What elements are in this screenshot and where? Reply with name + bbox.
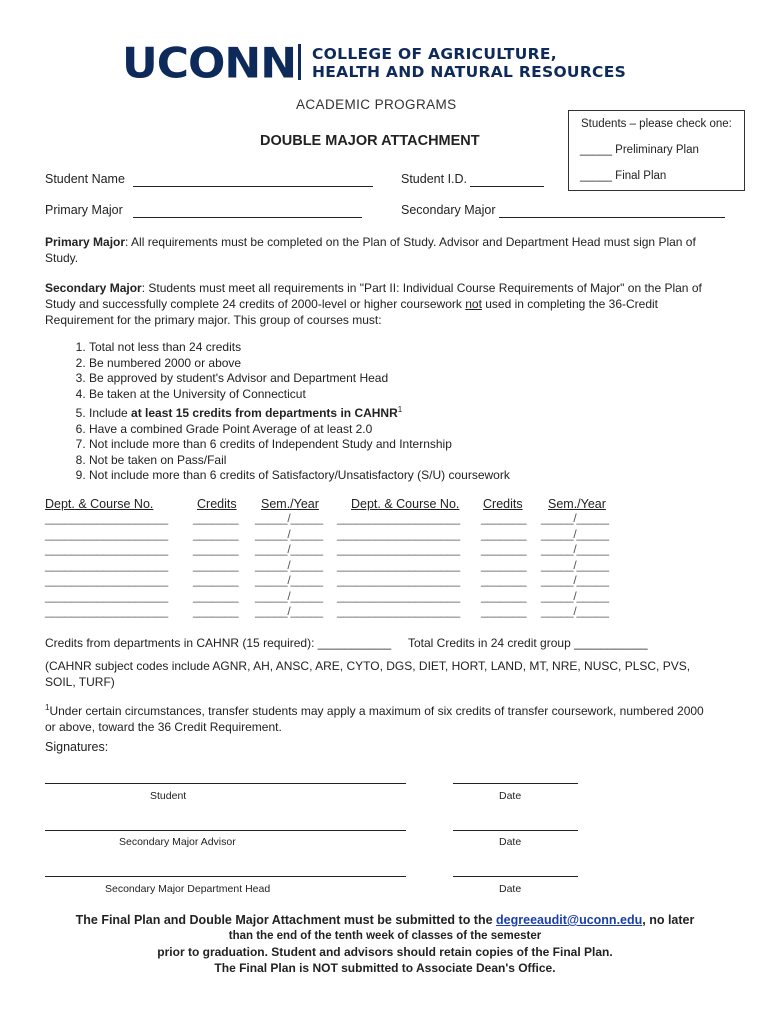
email-link[interactable]: degreeaudit@uconn.edu xyxy=(496,913,643,927)
footer-line-3: prior to graduation. Student and advisors should retain copies of the Final Plan. xyxy=(157,945,613,959)
credits-blank-left[interactable]: _______ xyxy=(193,526,239,541)
dept-head-date-label: Date xyxy=(499,883,522,895)
course-blank-left[interactable]: ___________________ xyxy=(45,573,169,587)
credits-header-left: Credits xyxy=(197,497,237,511)
sem-blank-left[interactable]: _____/_____ xyxy=(255,588,323,603)
department-name: ACADEMIC PROGRAMS xyxy=(296,97,457,112)
secondary-major-paragraph xyxy=(45,280,717,328)
sem-blank-left[interactable]: _____/_____ xyxy=(255,604,323,618)
credits-blank-right[interactable]: _______ xyxy=(481,604,527,618)
requirement-text: Include xyxy=(89,406,132,420)
dept-head-signature-label: Secondary Major Department Head xyxy=(105,883,271,895)
credits-blank-left[interactable]: _______ xyxy=(193,511,239,525)
primary-major-label: Primary Major xyxy=(45,203,123,217)
primary-major-field[interactable] xyxy=(133,217,362,218)
footer-text-b: , no later xyxy=(642,913,695,927)
student-signature-line[interactable] xyxy=(45,783,406,784)
footer-line-1 xyxy=(0,912,770,928)
course-blank-right[interactable]: ___________________ xyxy=(337,557,461,572)
dept-head-signature-line[interactable] xyxy=(45,876,406,877)
sem-blank-left[interactable]: _____/_____ xyxy=(255,542,323,556)
footer-line-2: than the end of the tenth week of classes of the semester xyxy=(228,930,542,942)
sem-blank-right[interactable]: _____/_____ xyxy=(541,604,609,618)
footnote-ref: 1 xyxy=(397,405,403,414)
course-blank-right[interactable]: ___________________ xyxy=(337,573,461,587)
course-blank-right[interactable]: ___________________ xyxy=(337,542,461,556)
course-blank-right[interactable]: ___________________ xyxy=(337,511,461,525)
student-date-label: Date xyxy=(499,790,522,802)
requirement-item: 6. Have a combined Grade Point Average of at least 2.0 xyxy=(89,422,510,438)
advisor-date-line[interactable] xyxy=(453,830,578,831)
not-emphasis: not xyxy=(465,297,482,311)
sem-blank-right[interactable]: _____/_____ xyxy=(541,542,609,556)
secondary-major-label: Secondary Major xyxy=(401,203,496,217)
page-title: DOUBLE MAJOR ATTACHMENT xyxy=(260,133,480,149)
requirement-item: 8. Not be taken on Pass/Fail xyxy=(89,453,510,469)
course-blank-left[interactable]: ___________________ xyxy=(45,542,169,556)
sem-blank-right[interactable]: _____/_____ xyxy=(541,511,609,525)
requirement-item: 9. Not include more than 6 credits of Satisfactory/Unsatisfactory (S/U) coursework xyxy=(89,468,510,484)
credits-blank-right[interactable]: _______ xyxy=(481,542,527,556)
requirement-item: 7. Not include more than 6 credits of Independent Study and Internship xyxy=(89,437,510,453)
course-blank-right[interactable]: ___________________ xyxy=(337,604,461,618)
footnote xyxy=(45,700,717,735)
credits-blank-left[interactable]: _______ xyxy=(193,588,239,603)
requirement-item xyxy=(89,402,510,422)
cahnr-codes-note: (CAHNR subject codes include AGNR, AH, ANSC, ARE, CYTO, DGS, DIET, HORT, LAND, MT, NRE, NUSC, PLSC, PVS, SOIL, TURF) xyxy=(45,659,691,689)
requirement-item: 1. Total not less than 24 credits xyxy=(89,340,510,356)
sem-blank-left[interactable]: _____/_____ xyxy=(255,557,323,572)
student-date-line[interactable] xyxy=(453,783,578,784)
group-credits-total[interactable]: Total Credits in 24 credit group ___________ xyxy=(408,636,648,650)
requirements-list xyxy=(45,340,510,484)
sem-header-right: Sem./Year xyxy=(548,497,606,511)
footnote-marker: 1 xyxy=(45,703,50,712)
secondary-major-text-1: : Students must meet all requirements in "Part II: Individual Course Requirements of Major" on the Plan of Study and successfully complete 24 credits of 2000-level or higher coursework xyxy=(45,281,702,311)
student-id-field[interactable] xyxy=(470,186,544,187)
college-name xyxy=(312,45,626,81)
requirement-item: 3. Be approved by student's Advisor and Department Head xyxy=(89,371,510,387)
credits-blank-right[interactable]: _______ xyxy=(481,526,527,541)
advisor-signature-line[interactable] xyxy=(45,830,406,831)
student-id-label: Student I.D. xyxy=(401,172,468,186)
sem-blank-right[interactable]: _____/_____ xyxy=(541,557,609,572)
credits-blank-left[interactable]: _______ xyxy=(193,542,239,556)
plan-type-title: Students – please check one: xyxy=(581,118,732,130)
credits-blank-left[interactable]: _______ xyxy=(193,604,239,618)
final-plan-option[interactable]: _____ Final Plan xyxy=(580,170,667,182)
sem-blank-right[interactable]: _____/_____ xyxy=(541,588,609,603)
credits-blank-right[interactable]: _______ xyxy=(481,588,527,603)
footnote-text: Under certain circumstances, transfer students may apply a maximum of six credits of transfer coursework, numbered 2000 or above, toward the 36 Credit Requirement. xyxy=(45,704,704,734)
secondary-major-heading: Secondary Major xyxy=(45,281,142,295)
student-signature-label: Student xyxy=(150,790,187,802)
secondary-major-text-2: used in completing the 36-Credit Requirement for the primary major. This group of courses must: xyxy=(45,297,659,327)
secondary-major-field[interactable] xyxy=(499,217,725,218)
advisor-date-label: Date xyxy=(499,836,522,848)
college-line-2: HEALTH AND NATURAL RESOURCES xyxy=(312,63,627,81)
sem-blank-left[interactable]: _____/_____ xyxy=(255,526,323,541)
signatures-heading: Signatures: xyxy=(45,740,109,754)
requirement-item: 2. Be numbered 2000 or above xyxy=(89,356,510,372)
course-blank-right[interactable]: ___________________ xyxy=(337,588,461,603)
credits-blank-right[interactable]: _______ xyxy=(481,557,527,572)
course-blank-left[interactable]: ___________________ xyxy=(45,588,169,603)
requirement-bold: at least 15 credits from departments in CAHNR xyxy=(131,406,398,420)
credits-blank-right[interactable]: _______ xyxy=(481,511,527,525)
sem-blank-right[interactable]: _____/_____ xyxy=(541,526,609,541)
course-blank-left[interactable]: ___________________ xyxy=(45,511,169,525)
credits-blank-left[interactable]: _______ xyxy=(193,557,239,572)
uconn-logo: UCONN xyxy=(122,39,297,88)
requirement-item: 4. Be taken at the University of Connecticut xyxy=(89,387,510,403)
sem-header-left: Sem./Year xyxy=(261,497,319,511)
course-blank-left[interactable]: ___________________ xyxy=(45,604,169,618)
dept-head-date-line[interactable] xyxy=(453,876,578,877)
sem-blank-left[interactable]: _____/_____ xyxy=(255,511,323,525)
course-header-right: Dept. & Course No. xyxy=(351,497,460,511)
primary-major-paragraph xyxy=(45,234,717,266)
course-blank-right[interactable]: ___________________ xyxy=(337,526,461,541)
primary-major-heading: Primary Major xyxy=(45,235,126,249)
credits-blank-right[interactable]: _______ xyxy=(481,573,527,587)
sem-blank-right[interactable]: _____/_____ xyxy=(541,573,609,587)
student-name-label: Student Name xyxy=(45,172,125,186)
logo-divider xyxy=(298,44,301,80)
student-name-field[interactable] xyxy=(133,186,373,187)
credits-header-right: Credits xyxy=(483,497,523,511)
course-blank-left[interactable]: ___________________ xyxy=(45,526,169,541)
sem-blank-left[interactable]: _____/_____ xyxy=(255,573,323,587)
preliminary-plan-option[interactable]: _____ Preliminary Plan xyxy=(580,144,699,156)
course-header-left: Dept. & Course No. xyxy=(45,497,154,511)
footer-text-a: The Final Plan and Double Major Attachment must be submitted to the xyxy=(75,913,497,927)
credits-blank-left[interactable]: _______ xyxy=(193,573,239,587)
cahnr-credits-total[interactable]: Credits from departments in CAHNR (15 required): ___________ xyxy=(45,636,392,650)
advisor-signature-label: Secondary Major Advisor xyxy=(119,836,236,848)
primary-major-text: : All requirements must be completed on the Plan of Study. Advisor and Department Head must sign Plan of Study. xyxy=(45,235,696,265)
college-line-1: COLLEGE OF AGRICULTURE, xyxy=(312,45,557,63)
footer-line-4: The Final Plan is NOT submitted to Associate Dean's Office. xyxy=(214,961,556,975)
course-blank-left[interactable]: ___________________ xyxy=(45,557,169,572)
